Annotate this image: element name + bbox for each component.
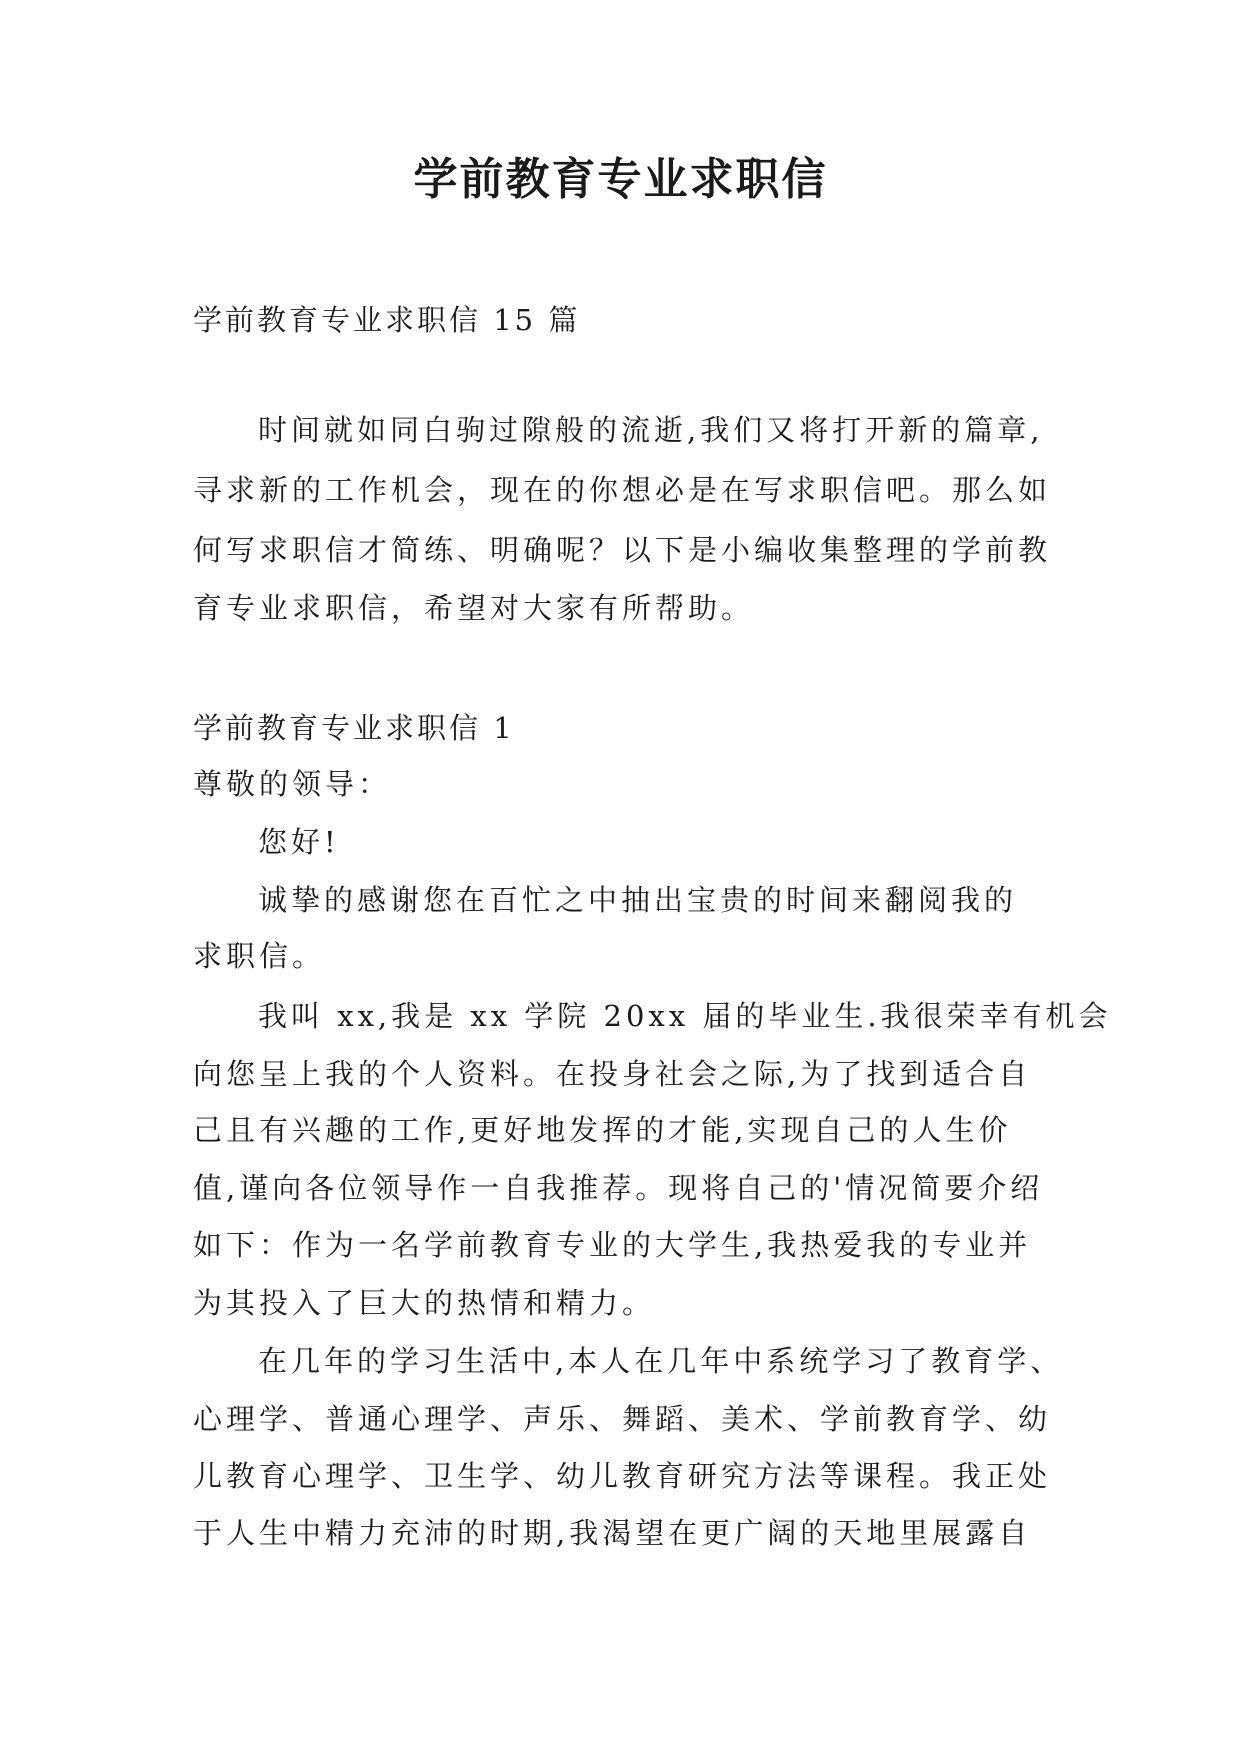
paragraph-line: 己且有兴趣的工作,更好地发挥的才能,实现自己的人生价 — [193, 1113, 1012, 1147]
paragraph-line: 我叫 xx,我是 xx 学院 20xx 届的毕业生.我很荣幸有机会 — [258, 999, 1112, 1033]
paragraph-line: 求职信。 — [193, 939, 326, 973]
paragraph-line: 值,谨向各位领导作一自我推荐。现将自己的'情况简要介绍 — [193, 1171, 1044, 1205]
intro-line: 时间就如同白驹过隙般的流逝,我们又将打开新的篇章, — [258, 413, 1044, 447]
letter-heading: 学前教育专业求职信 1 — [193, 711, 515, 745]
paragraph-line: 在几年的学习生活中,本人在几年中系统学习了教育学、 — [258, 1344, 1064, 1378]
paragraph-line: 如下：作为一名学前教育专业的大学生,我热爱我的专业并 — [193, 1228, 1032, 1262]
paragraph-line: 为其投入了巨大的热情和精力。 — [193, 1286, 656, 1320]
paragraph-line: 心理学、普通心理学、声乐、舞蹈、美术、学前教育学、幼 — [193, 1402, 1052, 1436]
paragraph-line: 向您呈上我的个人资料。在投身社会之际,为了找到适合自 — [193, 1057, 1032, 1091]
paragraph-line: 于人生中精力充沛的时期,我渴望在更广阔的天地里展露自 — [193, 1516, 1032, 1550]
document-title: 学前教育专业求职信 — [413, 154, 828, 205]
intro-line: 何写求职信才简练、明确呢？以下是小编收集整理的学前教 — [193, 533, 1052, 567]
intro-line: 育专业求职信，希望对大家有所帮助。 — [193, 591, 755, 625]
paragraph-line: 儿教育心理学、卫生学、幼儿教育研究方法等课程。我正处 — [193, 1459, 1052, 1493]
intro-line: 寻求新的工作机会，现在的你想必是在写求职信吧。那么如 — [193, 473, 1052, 507]
greeting: 您好! — [258, 825, 340, 859]
salutation: 尊敬的领导： — [193, 767, 392, 801]
paragraph-line: 诚挚的感谢您在百忙之中抽出宝贵的时间来翻阅我的 — [258, 883, 1018, 917]
document-subtitle: 学前教育专业求职信 15 篇 — [193, 303, 581, 337]
